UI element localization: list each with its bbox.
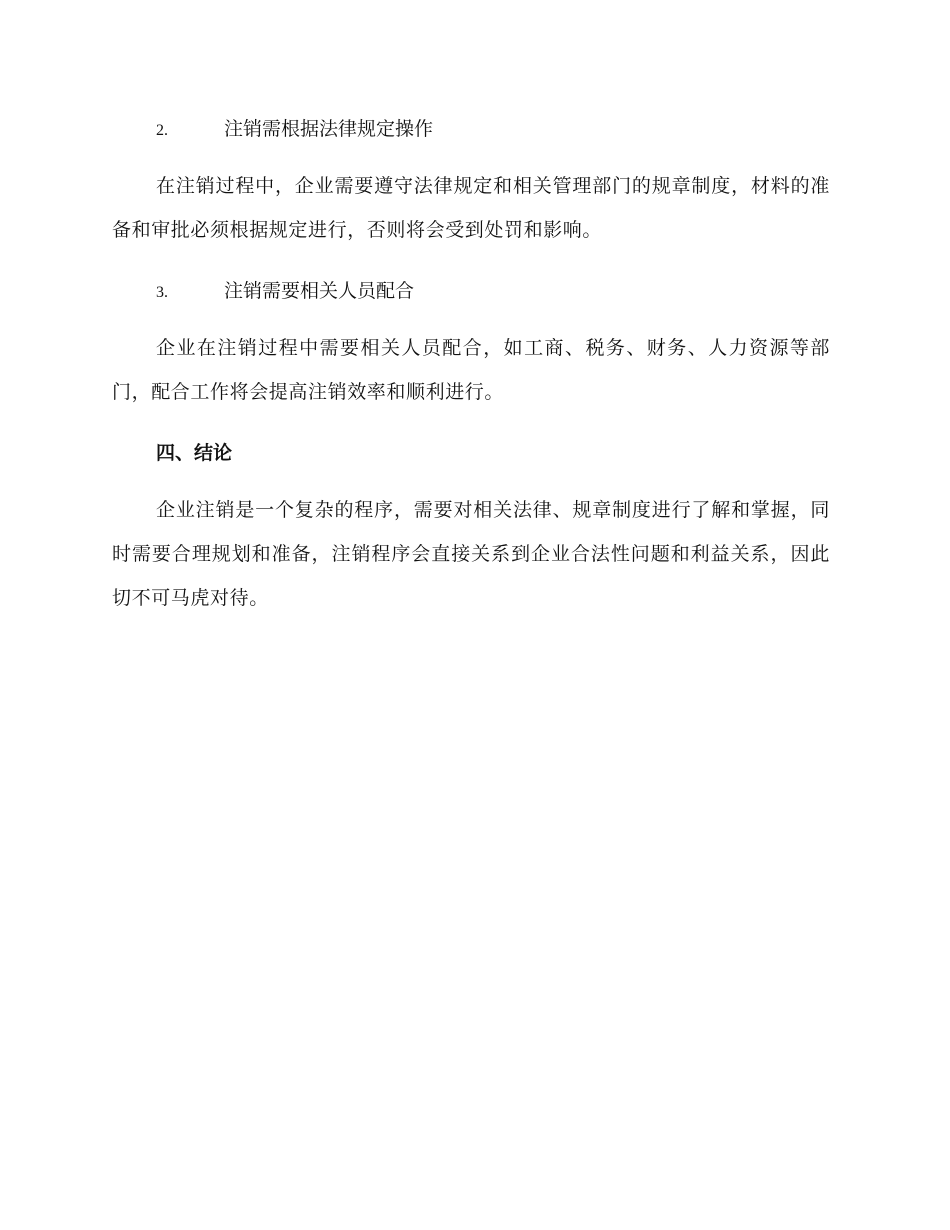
list-number: 2. xyxy=(156,122,168,139)
paragraph-legal-compliance: 在注销过程中，企业需要遵守法律规定和相关管理部门的规章制度，材料的准备和审批必须根据规定进行，否则将会受到处罚和影响。 xyxy=(112,175,830,241)
paragraph-personnel-cooperation: 企业在注销过程中需要相关人员配合，如工商、税务、财务、人力资源等部门，配合工作将会提高注销效率和顺利进行。 xyxy=(112,337,830,403)
list-number: 3. xyxy=(156,284,168,301)
numbered-heading-2 xyxy=(156,112,830,146)
section-title-conclusion: 四、结论 xyxy=(156,442,233,464)
document-body xyxy=(112,112,830,620)
paragraph-conclusion: 企业注销是一个复杂的程序，需要对相关法律、规章制度进行了解和掌握，同时需要合理规划和准备，注销程序会直接关系到企业合法性问题和利益关系，因此切不可马虎对待。 xyxy=(112,499,830,609)
numbered-heading-3 xyxy=(156,274,830,308)
heading-text: 注销需根据法律规定操作 xyxy=(224,118,434,140)
heading-text: 注销需要相关人员配合 xyxy=(224,280,415,302)
